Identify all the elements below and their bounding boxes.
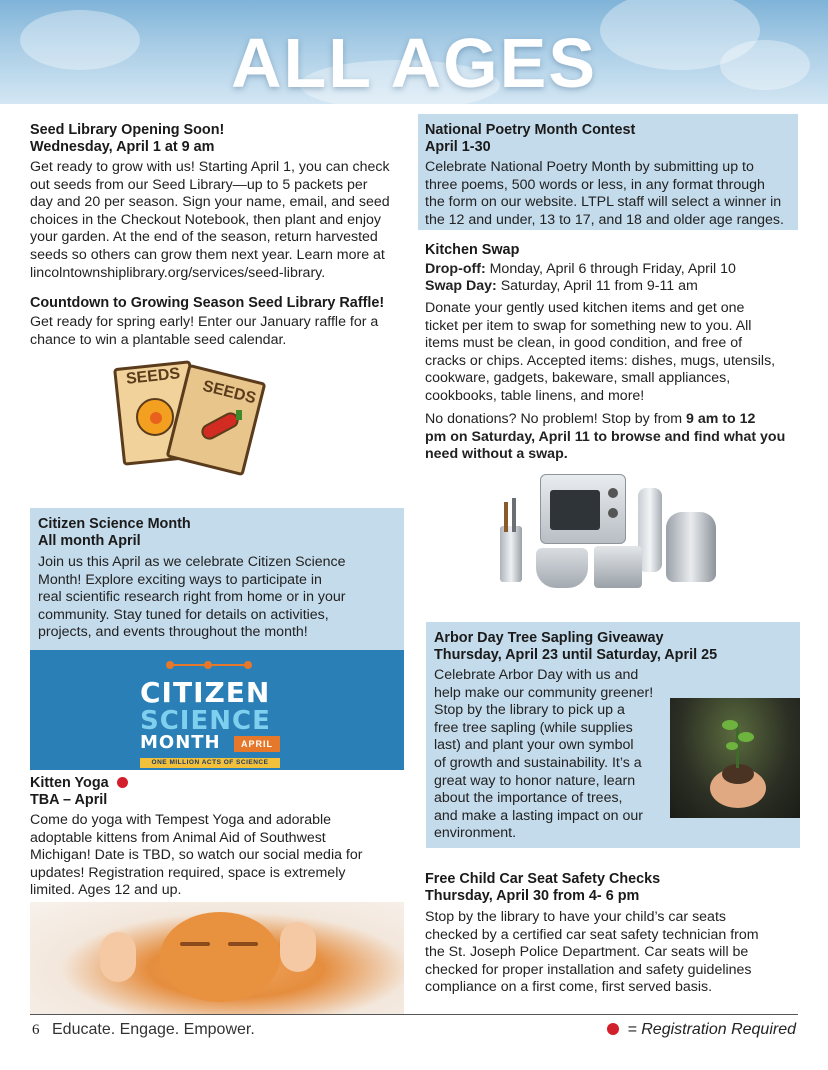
registration-required-icon [117, 777, 128, 788]
citizen-science-body: Join us this April as we celebrate Citizen Science Month! Explore exciting ways to participate in real scientific research right from home or in your community. Stay tuned for details on activities, projects, and events throughout the month! [38, 554, 346, 641]
kitten-yoga-title: Kitten Yoga [30, 775, 128, 793]
car-seat-body: Stop by the library to have your child’s car seats checked by a certified car seat safety technician from the St. Joseph Police Department. Car seats will be checked for proper installation and safety guidelines compliance on a first come, first served basis. [425, 909, 759, 996]
footer-tagline: Educate. Engage. Empower. [52, 1021, 255, 1038]
kitten-yoga-body: Come do yoga with Tempest Yoga and adorable adoptable kittens from Animal Aid of Southwest Michigan! Date is TBD, so watch our social media for updates! Registration required, space is extremely limited. Ages 12 and up. [30, 812, 363, 899]
seed-library-link: lincolntownshiplibrary.org/services/seed-library. [30, 264, 326, 281]
arbor-day-body: Celebrate Arbor Day with us and help make our community greener! Stop by the library to pick up a free tree sapling (while supplies last) and plant your own symbol of growth and sustainability. It’s a great way to honor nature, learn about the importance of trees, and make a lasting impact on our environment. [434, 667, 654, 842]
kitchen-swap-title: Kitchen Swap [425, 242, 520, 258]
citizen-science-title: Citizen Science Month [38, 516, 191, 532]
poetry-body: Celebrate National Poetry Month by submitting up to three poems, 500 words or less, in any format through the form on our website. LTPL staff will select a winner in the 12 and under, 13 to 17, and 18 and older age ranges. [425, 159, 784, 228]
kitchen-swap-dropoff: Drop-off: Monday, April 6 through Friday, April 10 [425, 261, 736, 277]
header-banner [0, 0, 828, 104]
car-seat-title: Free Child Car Seat Safety Checks [425, 871, 661, 887]
poetry-date: April 1-30 [425, 139, 491, 155]
citizen-science-logo: CITIZEN SCIENCE MONTH APRIL ONE MILLION ACTS OF SCIENCE [30, 650, 404, 770]
kitchen-swap-no-donation: No donations? No problem! Stop by from 9 am to 12 pm on Saturday, April 11 to browse and find what you need without a swap. [425, 411, 786, 463]
citizen-science-date: All month April [38, 533, 141, 549]
footer-divider [30, 1014, 798, 1015]
arbor-day-date: Thursday, April 23 until Saturday, April 25 [434, 647, 718, 663]
page-title: ALL AGES [230, 24, 598, 102]
seed-library-body: Get ready to grow with us! Starting April 1, you can check out seeds from our Seed Library—up to 5 packets per day and 20 per season. Sign your name, email, and seed choices in the Checkout Notebook, then plant and enjoy your garden. At the end of the season, return harvested seeds so others can grow them next year. Learn more at lincolntownshiplibrary.org/services/seed-library. [30, 159, 410, 282]
kitchen-swap-body: Donate your gently used kitchen items and get one ticket per item to swap for something new to you. All items must be clean, in good condition, and free of cracks or chips. Accepted items: dishes, mugs, utensils, cookware, gadgets, bakeware, small appliances, cookbooks, table linens, and more! [425, 300, 776, 404]
arbor-day-title: Arbor Day Tree Sapling Giveaway [434, 630, 664, 646]
page-number: 6 [32, 1022, 40, 1038]
raffle-body: Get ready for spring early! Enter our January raffle for a chance to win a plantable seed calendar. [30, 314, 379, 348]
poetry-title: National Poetry Month Contest [425, 122, 636, 138]
kitchen-swap-day: Swap Day: Saturday, April 11 from 9-11 am [425, 278, 698, 294]
raffle-title: Countdown to Growing Season Seed Library Raffle! [30, 295, 385, 311]
registration-legend: = Registration Required [607, 1021, 796, 1039]
saucepan-icon [594, 546, 642, 588]
car-seat-date: Thursday, April 30 from 4- 6 pm [425, 888, 640, 904]
pot-icon [536, 548, 588, 588]
leaf-icon [722, 720, 738, 730]
seed-library-date: Wednesday, April 1 at 9 am [30, 139, 215, 155]
registration-required-icon [607, 1023, 619, 1035]
kitchen-appliances-photo [490, 466, 726, 596]
seed-library-title: Seed Library Opening Soon! [30, 122, 225, 138]
kettle-icon [666, 512, 716, 582]
seed-packets-illustration: SEEDS SEEDS [112, 356, 272, 468]
kitten-photo [30, 902, 404, 1014]
utensil-holder-icon [500, 526, 522, 582]
sapling-photo [670, 698, 800, 818]
kitten-yoga-date: TBA – April [30, 792, 108, 808]
